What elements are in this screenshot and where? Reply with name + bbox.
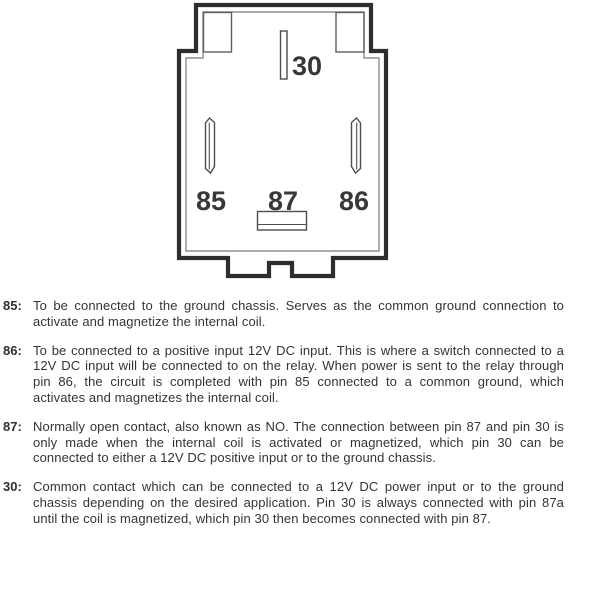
pin-86-description-text: To be connected to a positive input 12V DC input. This is where a switch connected to a 12V DC input will be connected to on the relay. When power is sent to the relay through pin 86, the circuit is completed with pin 85 connected to a common ground, which activates and magnetizes the internal coil. bbox=[33, 342, 564, 405]
pin-87-description-row bbox=[3, 419, 564, 466]
pin-86-label: 86 bbox=[339, 186, 370, 216]
pin-87-description-label: 87: bbox=[3, 418, 22, 434]
pin-86-slot bbox=[352, 118, 361, 173]
pin-30-description-row bbox=[3, 479, 564, 526]
pin-30-description-text: Common contact which can be connected to a 12V DC power input or to the ground chassis depending on the desired application. Pin 30 is always connected with pin 87a until the coil is magnetized, which pin 30 then becomes connected with pin 87. bbox=[33, 479, 564, 526]
pin-85-slot bbox=[206, 118, 215, 173]
pin-85-description-label: 85: bbox=[3, 298, 22, 313]
relay-outline bbox=[179, 5, 386, 276]
pin-86-description-row bbox=[3, 343, 564, 406]
pin-descriptions bbox=[3, 298, 564, 540]
pin-30-slot bbox=[281, 31, 288, 79]
pin-30-label: 30 bbox=[292, 51, 323, 81]
pin-86-description-label: 86: bbox=[3, 342, 22, 358]
pin-87-description-text: Normally open contact, also known as NO. The connection between pin 87 and pin 30 is only made when the internal coil is activated or magnetized, which pin 30 can be connected to either a 12V DC positive input or to the ground chassis. bbox=[33, 418, 564, 466]
keying-notch-right bbox=[336, 13, 364, 53]
pin-87-label: 87 bbox=[268, 186, 299, 216]
pin-30-description-label: 30: bbox=[3, 479, 22, 495]
pin-85-description-text: To be connected to the ground chassis. Serves as the common ground connection to activate and magnetize the internal coil. bbox=[33, 298, 564, 329]
keying-notch-left bbox=[204, 13, 232, 53]
pin-85-description-row bbox=[3, 298, 564, 330]
pin-85-label: 85 bbox=[196, 186, 227, 216]
relay-pinout-diagram bbox=[0, 0, 600, 292]
